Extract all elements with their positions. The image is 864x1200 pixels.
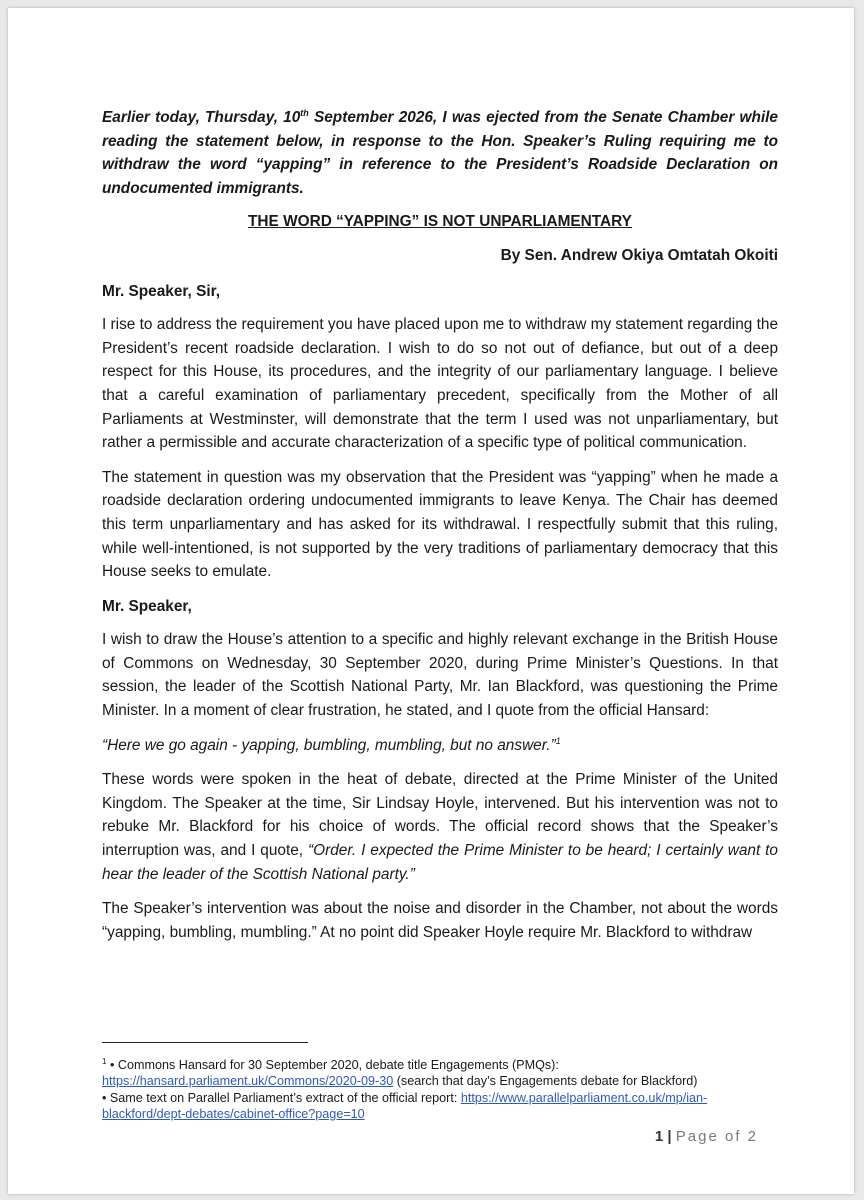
paragraph-3: I wish to draw the House’s attention to a specific and highly relevant exchange in the British House of Commons on Wednesday, 30 September 2020, during Prime Minister’s Questions. In that session, the leader of the Scottish National Party, Mr. Ian Blackford, was questioning the Prime Minister. In a moment of clear frustration, he stated, and I quote from the official Hansard: (102, 631, 778, 720)
salutation-first: Mr. Speaker, Sir, (102, 282, 221, 300)
paragraph-2: The statement in question was my observation that the President was “yapping” when he made a roadside declaration ordering undocumented immigrants to leave Kenya. The Chair has deemed this term unparliamentary and has asked for its withdrawal. I respectfully submit that this ruling, while well-intentioned, is not supported by the very traditions of parliamentary democracy that this House seeks to emulate. (102, 468, 778, 581)
paragraph-5: The Speaker’s intervention was about the noise and disorder in the Chamber, not about the words “yapping, bumbling, mumbling.” At no point did Speaker Hoyle require Mr. Blackford to withdraw (102, 900, 778, 941)
parallel-parliament-link[interactable]: https://www.parallelparliament.co.uk/mp/ian- (460, 1090, 708, 1105)
footnote-separator (102, 1042, 308, 1043)
paragraph-4: These words were spoken in the heat of debate, directed at the Prime Minister of the United Kingdom. The Speaker at the time, Sir Lindsay Hoyle, intervened. But his intervention was not to rebuke Mr. Blackford for his choice of words. The official record shows that the Speaker’s interruption was, and I quote, “Order. I expected the Prime Minister to be heard; I certainly want to hear the leader of the Scottish National party.” (102, 771, 778, 883)
author-byline: By Sen. Andrew Okiya Omtatah Okoiti (500, 246, 778, 264)
footnote (102, 1054, 778, 1122)
hansard-link[interactable]: https://hansard.parliament.uk/Commons/2020-09-30 (102, 1074, 394, 1089)
page-number-label: Page of 2 (675, 1128, 758, 1145)
intro-paragraph: Earlier today, Thursday, 10th September 2026, I was ejected from the Senate Chamber while reading the statement below, in response to the Hon. Speaker’s Ruling requiring me to withdraw the word “yapping” in reference to the President’s Roadside Declaration on undocumented immigrants. (102, 107, 778, 197)
salutation-second: Mr. Speaker, (102, 597, 192, 615)
footnote-marker: 1 (102, 1057, 107, 1066)
footnote-line-2: https://hansard.parliament.uk/Commons/2020-09-30 (search that day’s Engagements debate for Blackford) (102, 1074, 698, 1089)
paragraph-1: I rise to address the requirement you have placed upon me to withdraw my statement regarding the President’s recent roadside declaration. I wish to do so not out of defiance, but out of a deep respect for this House, its procedures, and the integrity of our parliamentary language. I believe that a careful examination of parliamentary precedent, specifically from the Mother of all Parliaments at Westminster, will demonstrate that the term I used was not unparliamentary, but rather a permissible and accurate characterization of a specific type of political communication. (102, 316, 778, 452)
parallel-parliament-link-continued[interactable]: blackford/dept-debates/cabinet-office?page=10 (102, 1107, 365, 1122)
document-body (102, 106, 778, 955)
footnote-line-4 (102, 1106, 778, 1122)
footnote-line-3: • Same text on Parallel Parliament’s extract of the official report: https://www.parallelparliament.co.uk/mp/ian- (102, 1090, 708, 1105)
page-number-current: 1 (654, 1128, 664, 1145)
footnote-reference[interactable]: 1 (555, 735, 561, 746)
page-number: 1 | Page of 2 (654, 1128, 758, 1145)
document-title: THE WORD “YAPPING” IS NOT UNPARLIAMENTARY (248, 213, 632, 231)
document-page (8, 8, 854, 1194)
ordinal-suffix: th (300, 107, 309, 118)
hansard-quote: “Here we go again - yapping, bumbling, mumbling, but no answer.”$^1$ (102, 735, 561, 754)
speaker-quote: “Order. I expected the Prime Minister to be heard; I certainly want to hear the leader of the Scottish National party.” (102, 842, 778, 883)
footnote-line-1: $^1$ • Commons Hansard for 30 September 2020, debate title Engagements (PMQs): (102, 1057, 559, 1073)
